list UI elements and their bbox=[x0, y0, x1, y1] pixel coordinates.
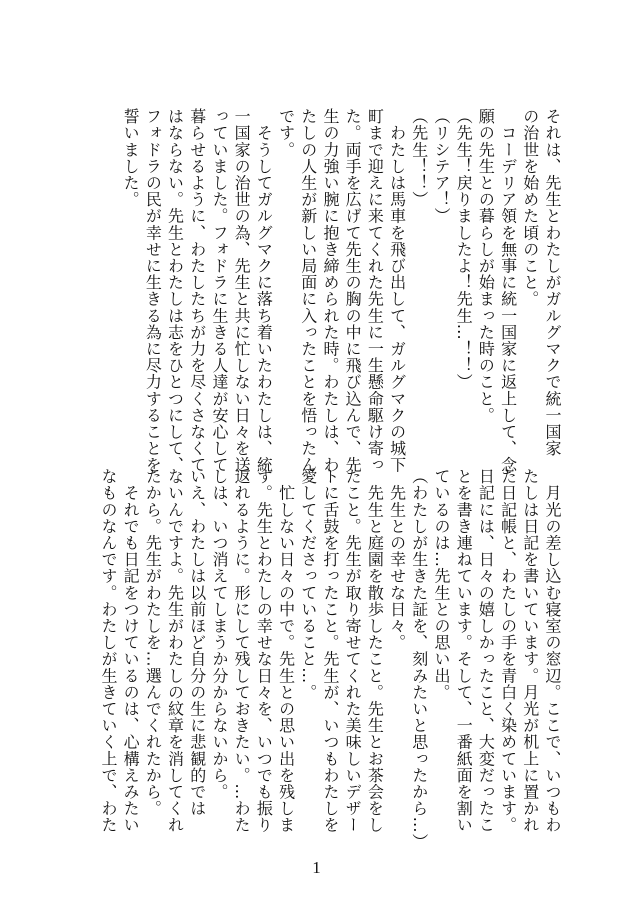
text-line: なものなんです。わたしが生きていく上で、わた bbox=[98, 468, 118, 834]
text-line: 暮らせるように、わたしたちが力を尽くさなくて bbox=[187, 108, 207, 474]
text-line: 一国家の治世の為、先生と共に忙しない日々を送 bbox=[232, 108, 252, 474]
text-line: す。先生とわたしの幸せな日々を、いつでも振り bbox=[254, 468, 274, 834]
text-line: たから。先生がわたしを…選んでくれたから。 bbox=[143, 468, 163, 817]
text-line: 先生と庭園を散歩したこと。先生とお茶会をし bbox=[365, 468, 385, 834]
text-line: 返れるように。形にして残しておきたい。…わた bbox=[232, 468, 252, 834]
text-line: た日記帳と、わたしの手を青白く染めています。 bbox=[498, 468, 518, 834]
bottom-text-block bbox=[97, 468, 563, 850]
text-line: それでも日記をつけているのは、心構えみたい bbox=[121, 468, 141, 834]
text-line: たこと。先生が取り寄せてくれた美味しいデザー bbox=[343, 468, 363, 834]
text-line: そうしてガルグマクに落ち着いたわたしは、統 bbox=[254, 108, 274, 474]
text-line: トに舌鼓を打ったこと。先生が、いつもわたしを bbox=[320, 468, 340, 834]
text-line: （リシテア！） bbox=[431, 108, 451, 225]
text-line: いえ、わたしは以前ほど自分の生に悲観的では bbox=[187, 468, 207, 817]
text-line: フォドラの民が幸せに生きる為に尽力することを bbox=[143, 108, 163, 474]
text-line: 誓いました。 bbox=[121, 108, 141, 208]
text-line: っていました。フォドラに生きる人達が安心して bbox=[209, 108, 229, 474]
text-line: （先生！戻りましたよ！先生…！！） bbox=[454, 108, 474, 391]
text-line: わたしは馬車を飛び出して、ガルグマクの城下 bbox=[387, 108, 407, 474]
text-line: 月光の差し込む寝室の窓辺。ここで、いつもわ bbox=[543, 468, 562, 834]
text-line: 忙しない日々の中で。先生との思い出を残しま bbox=[276, 468, 296, 834]
text-line: 町まで迎えに来てくれた先生に一生懸命駆け寄っ bbox=[365, 108, 385, 474]
text-line: 愛してくださっていること…。 bbox=[298, 468, 318, 701]
text-line: とを書き連ねています。そして、一番紙面を割い bbox=[454, 468, 474, 834]
page-number: 1 bbox=[312, 858, 321, 877]
text-line: 願の先生との暮らしが始まった時のこと。 bbox=[476, 108, 496, 424]
text-line: それは、先生とわたしがガルグマクで統一国家 bbox=[543, 108, 562, 457]
top-text-block bbox=[119, 108, 563, 474]
text-line: しは、いつ消えてしまうか分からないから。 bbox=[209, 468, 229, 800]
text-line: コーデリア領を無事に統一国家に返上して、念 bbox=[498, 108, 518, 474]
text-line: （先生！！） bbox=[409, 108, 429, 208]
text-line: です。 bbox=[276, 108, 296, 158]
text-line: た。両手を広げて先生の胸の中に飛び込んで、先 bbox=[343, 108, 363, 474]
text-line: たしの人生が新しい局面に入ったことを悟ったん bbox=[298, 108, 318, 474]
text-line: たしは日記を書いています。月光が机上に置かれ bbox=[520, 468, 540, 834]
text-line: の治世を始めた頃のこと。 bbox=[520, 108, 540, 308]
text-line: 日記には、日々の嬉しかったこと、大変だったこ bbox=[476, 468, 496, 834]
text-line: 生の力強い腕に抱き締められた時。わたしは、わ bbox=[320, 108, 340, 474]
text-line: ているのは…先生との思い出。 bbox=[431, 468, 451, 701]
text-line: ないんですよ。先生がわたしの紋章を消してくれ bbox=[165, 468, 185, 834]
text-line: 先生との幸せな日々。 bbox=[387, 468, 407, 651]
text-line: （わたしが生きた証を、刻みたいと思ったから…） bbox=[409, 468, 429, 850]
text-line: はならない。先生とわたしは志をひとつにして、 bbox=[165, 108, 185, 474]
